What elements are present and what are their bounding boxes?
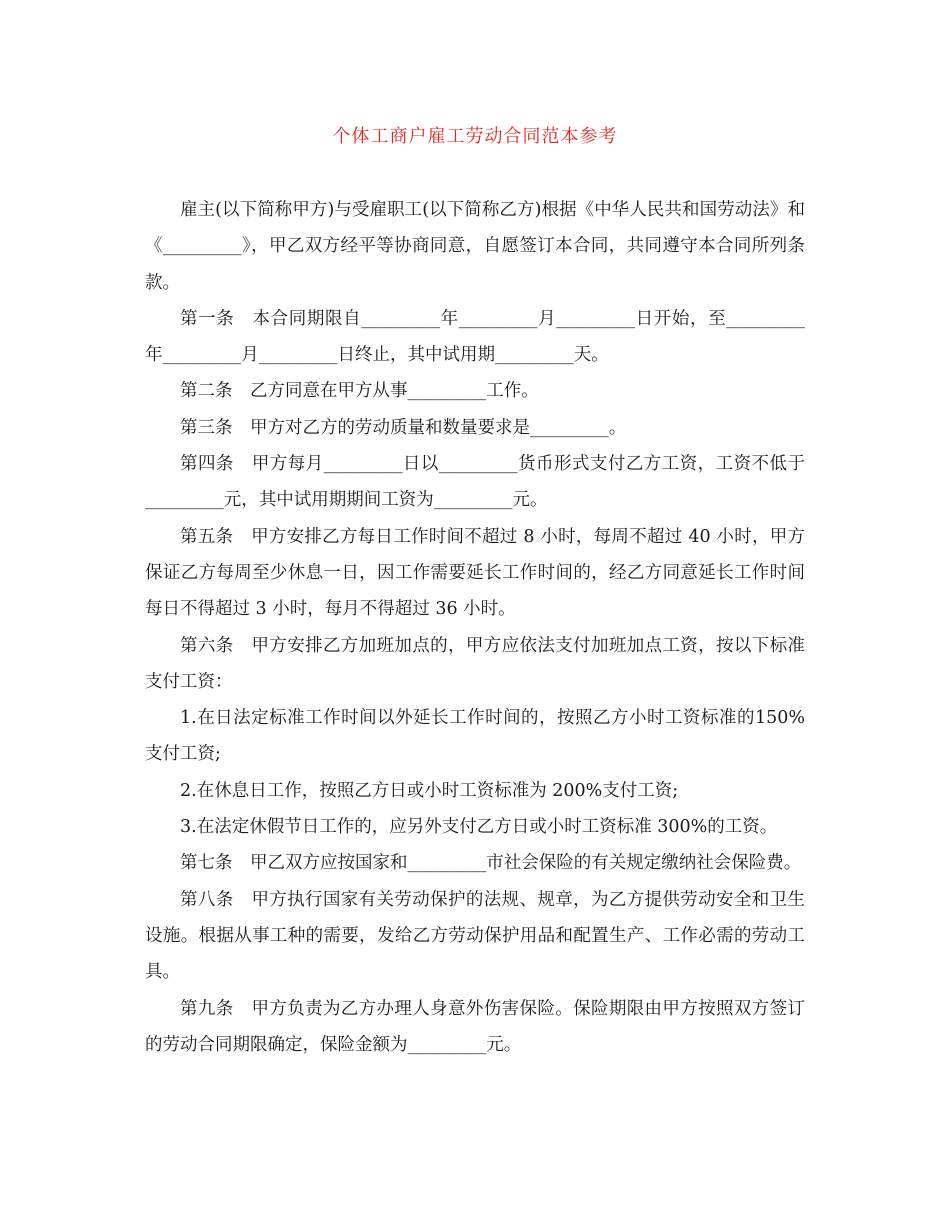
paragraph-article-9: 第九条 甲方负责为乙方办理人身意外伤害保险。保险期限由甲方按照双方签订的劳动合同期限确定，保险金额为_________元。 bbox=[145, 998, 805, 1055]
list-item-overtime-2: 2.在休息日工作，按照乙方日或小时工资标准为 200%支付工资; bbox=[180, 780, 679, 801]
list-item-overtime-1: 1.在日法定标准工作时间以外延长工作时间的，按照乙方小时工资标准的150%支付工资; bbox=[145, 708, 805, 765]
paragraph-article-1: 第一条 本合同期限自_________年_________月_________日开始，至_________年_________月_________日终止，其中试用期_________天。 bbox=[145, 308, 805, 366]
document-body bbox=[145, 192, 805, 1063]
document-title: 个体工商户雇工劳动合同范本参考 bbox=[332, 126, 618, 147]
paragraph-article-6: 第六条 甲方安排乙方加班加点的，甲方应依法支付加班加点工资，按以下标准支付工资： bbox=[145, 635, 805, 692]
paragraph-article-3: 第三条 甲方对乙方的劳动质量和数量要求是_________。 bbox=[180, 417, 627, 438]
paragraph-article-8: 第八条 甲方执行国家有关劳动保护的法规、规章，为乙方提供劳动安全和卫生设施。根据从事工种的需要，发给乙方劳动保护用品和配置生产、工作必需的劳动工具。 bbox=[145, 889, 805, 983]
paragraph-article-7: 第七条 甲乙双方应按国家和_________市社会保险的有关规定缴纳社会保险费。 bbox=[180, 853, 802, 874]
paragraph-preamble: 雇主(以下简称甲方)与受雇职工(以下简称乙方)根据《中华人民共和国劳动法》和《_________》，甲乙双方经平等协商同意，自愿签订本合同，共同遵守本合同所列条款。 bbox=[145, 200, 805, 293]
paragraph-article-4: 第四条 甲方每月_________日以_________货币形式支付乙方工资，工资不低于_________元，其中试用期期间工资为_________元。 bbox=[145, 454, 805, 511]
list-item-overtime-3: 3.在法定休假节日工作的，应另外支付乙方日或小时工资标准 300%的工资。 bbox=[180, 817, 778, 838]
paragraph-article-2: 第二条 乙方同意在甲方从事_________工作。 bbox=[180, 381, 539, 402]
paragraph-article-5: 第五条 甲方安排乙方每日工作时间不超过 8 小时，每周不超过 40 小时，甲方保证乙方每周至少休息一日，因工作需要延长工作时间的，经乙方同意延长工作时间每日不得超过 3 小时，每月不得超过 36 小时。 bbox=[145, 526, 805, 620]
